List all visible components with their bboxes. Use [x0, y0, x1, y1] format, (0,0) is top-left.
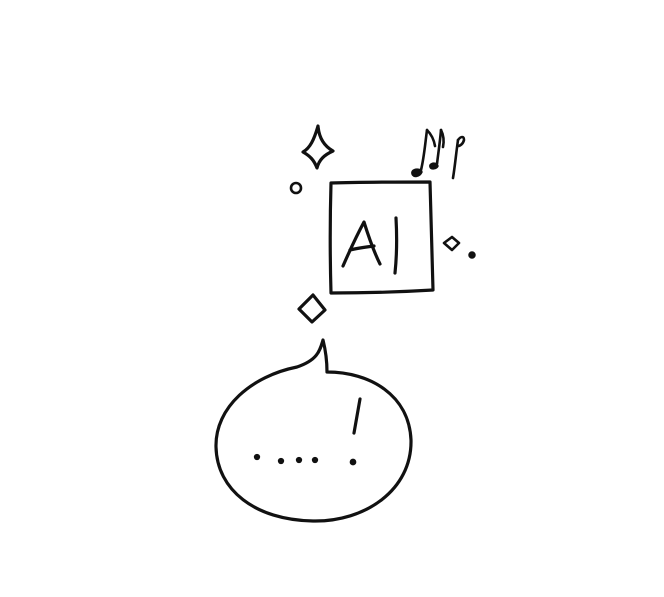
diamond-decoration-left	[299, 295, 325, 322]
speech-bubble	[216, 340, 411, 521]
sparkle-star-icon	[303, 126, 333, 168]
diamond-decoration-right	[444, 237, 459, 250]
ai-box	[330, 182, 433, 293]
ai-box-label-text: AI	[381, 250, 382, 251]
dot-decoration-right	[469, 252, 475, 258]
speech-bubble-text-value: ....!	[313, 450, 315, 451]
speech-bubble-text	[255, 399, 360, 465]
music-notes-icon	[412, 130, 464, 178]
small-circle-decoration	[291, 183, 301, 193]
ai-box-label	[343, 218, 397, 273]
